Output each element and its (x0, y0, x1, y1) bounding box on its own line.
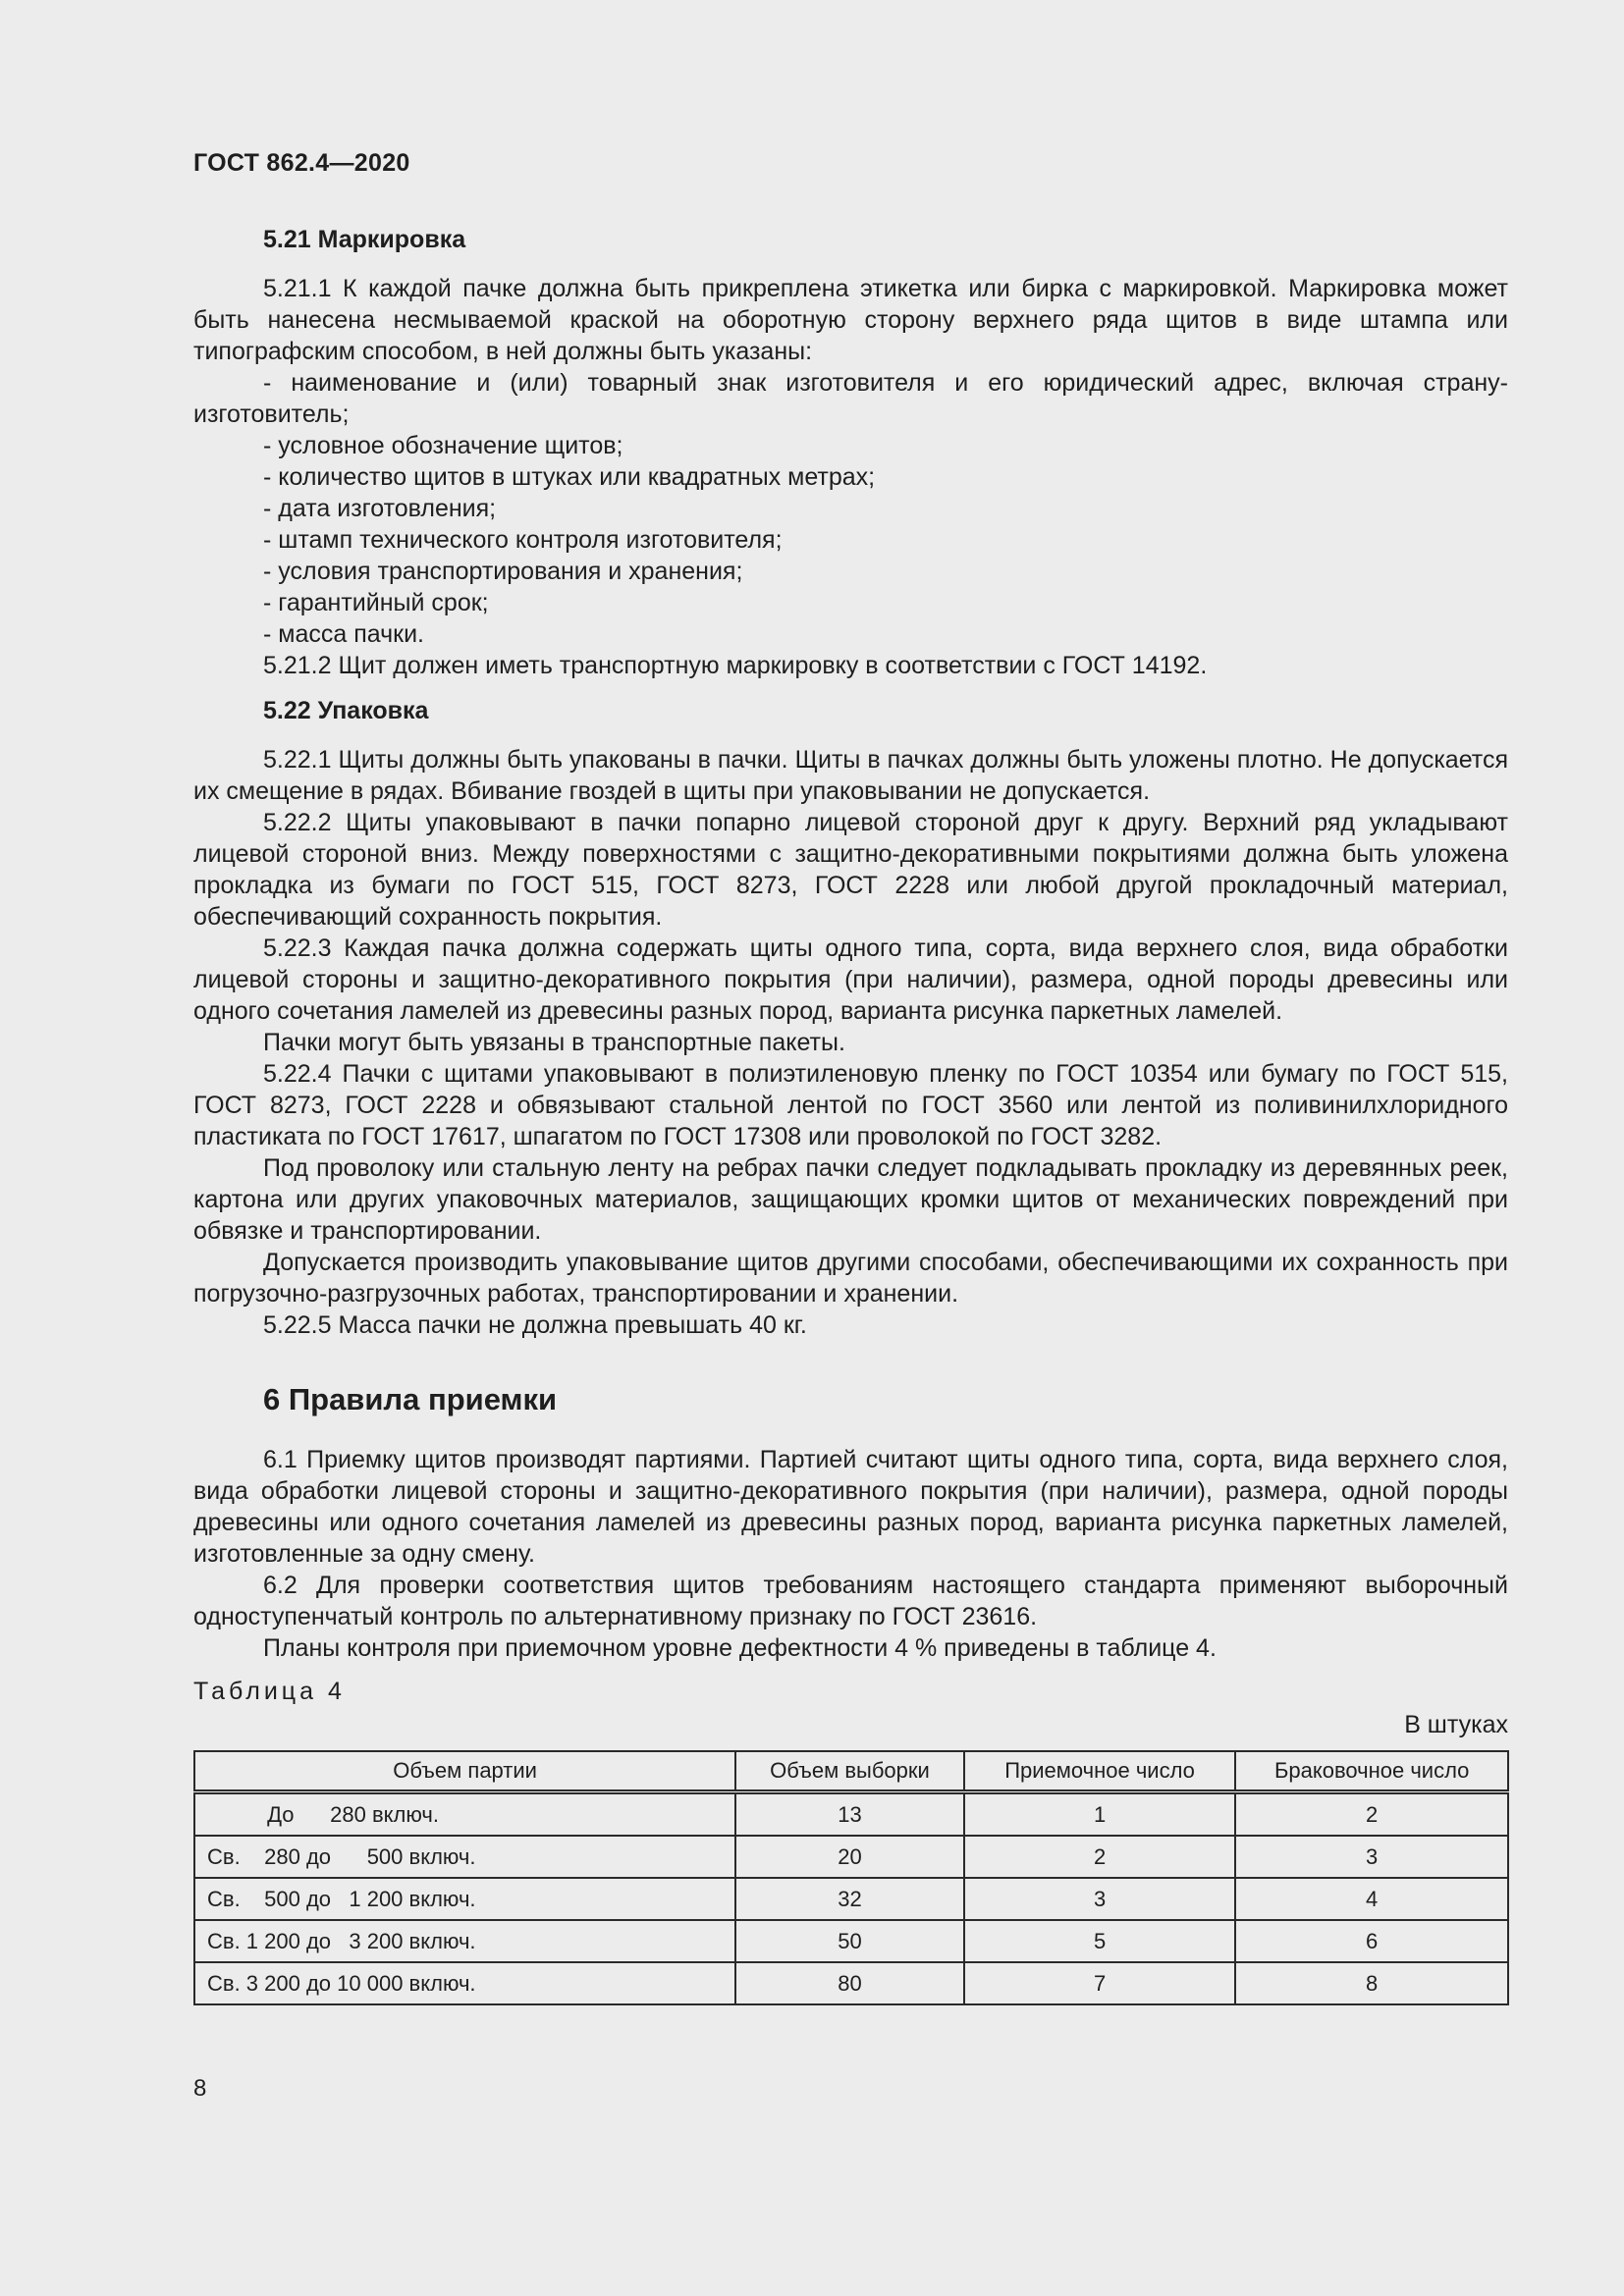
sample-size-cell: 80 (735, 1962, 964, 2004)
list-item: - наименование и (или) товарный знак изготовителя и его юридический адрес, включая страну-изготовитель; (193, 369, 1508, 428)
table-row (194, 1792, 1508, 1837)
sample-size-cell: 20 (735, 1836, 964, 1878)
lot-size-cell: Св. 500 до 1 200 включ. (194, 1878, 735, 1920)
sampling-table (193, 1750, 1509, 2005)
list-item: - масса пачки. (263, 620, 424, 648)
rejection-number-cell: 4 (1235, 1878, 1508, 1920)
paragraph-5-22-2: 5.22.2 Щиты упаковывают в пачки попарно лицевой стороной друг к другу. Верхний ряд укладывают лицевой стороной вниз. Между поверхностями с защитно-декоративными покрытиями должна быть уложена прокладка из бумаги по ГОСТ 515, ГОСТ 8273, ГОСТ 2228 или любой другой прокладочный материал, обеспечивающий сохранность покрытия. (193, 809, 1508, 931)
paragraph-control-plans: Планы контроля при приемочном уровне дефектности 4 % приведены в таблице 4. (263, 1634, 1217, 1662)
section-heading-5-22: 5.22 Упаковка (263, 697, 429, 724)
acceptance-number-cell: 7 (964, 1962, 1236, 2004)
paragraph-6-2: 6.2 Для проверки соответствия щитов требованиям настоящего стандарта применяют выборочный одноступенчатый контроль по альтернативному признаку по ГОСТ 23616. (193, 1572, 1508, 1630)
paragraph-5-22-4: 5.22.4 Пачки с щитами упаковывают в полиэтиленовую пленку по ГОСТ 10354 или бумагу по ГОСТ 515, ГОСТ 8273, ГОСТ 2228 и обвязывают стальной лентой по ГОСТ 3560 или лентой из поливинилхлоридного пластиката по ГОСТ 17617, шпагатом по ГОСТ 17308 или проволокой по ГОСТ 3282. (193, 1060, 1508, 1150)
lot-size-cell: Св. 1 200 до 3 200 включ. (194, 1920, 735, 1962)
header-rejection-number: Браковочное число (1235, 1751, 1508, 1792)
acceptance-number-cell: 2 (964, 1836, 1236, 1878)
table-unit: В штуках (1404, 1711, 1508, 1738)
sample-size-cell: 50 (735, 1920, 964, 1962)
list-item: - условия транспортирования и хранения; (263, 558, 743, 585)
list-item: - гарантийный срок; (263, 589, 489, 616)
paragraph-other-methods: Допускается производить упаковывание щитов другими способами, обеспечивающими их сохранность при погрузочно-разгрузочных работах, транспортировании и хранении. (193, 1249, 1508, 1308)
page-number: 8 (193, 2075, 207, 2102)
paragraph-5-22-1: 5.22.1 Щиты должны быть упакованы в пачки. Щиты в пачках должны быть уложены плотно. Не допускается их смещение в рядах. Вбивание гвоздей в щиты при упаковывании не допускается. (193, 746, 1508, 805)
paragraph-5-21-1: 5.21.1 К каждой пачке должна быть прикреплена этикетка или бирка с маркировкой. Маркировка может быть нанесена несмываемой краской на оборотную сторону верхнего ряда щитов в виде штампа или типографским способом, в ней должны быть указаны: (193, 275, 1508, 365)
table-caption: Таблица 4 (193, 1678, 346, 1705)
sample-size-cell: 32 (735, 1878, 964, 1920)
acceptance-number-cell: 1 (964, 1792, 1236, 1837)
paragraph-5-22-5: 5.22.5 Масса пачки не должна превышать 40 кг. (263, 1311, 807, 1339)
header-lot-size: Объем партии (194, 1751, 735, 1792)
lot-size-cell: Св. 280 до 500 включ. (194, 1836, 735, 1878)
paragraph-5-21-2: 5.21.2 Щит должен иметь транспортную маркировку в соответствии с ГОСТ 14192. (263, 652, 1208, 679)
paragraph-6-1: 6.1 Приемку щитов производят партиями. Партией считают щиты одного типа, сорта, вида верхнего слоя, вида обработки лицевой стороны и защитно-декоративного покрытия (при наличии), размера, одной породы древесины или одного сочетания ламелей из древесины разных пород, варианта рисунка паркетных ламелей, изготовленные за одну смену. (193, 1446, 1508, 1568)
document-header: ГОСТ 862.4—2020 (193, 149, 410, 177)
header-sample-size: Объем выборки (735, 1751, 964, 1792)
sample-size-cell: 13 (735, 1792, 964, 1837)
acceptance-number-cell: 3 (964, 1878, 1236, 1920)
paragraph-5-22-3: 5.22.3 Каждая пачка должна содержать щиты одного типа, сорта, вида верхнего слоя, вида обработки лицевой стороны и защитно-декоративного покрытия (при наличии), размера, одной породы древесины или одного сочетания ламелей из древесины разных пород, варианта рисунка паркетных ламелей. (193, 934, 1508, 1025)
table-row (194, 1878, 1508, 1920)
table-row (194, 1836, 1508, 1878)
rejection-number-cell: 8 (1235, 1962, 1508, 2004)
list-item: - дата изготовления; (263, 495, 497, 522)
table-header-row (194, 1751, 1508, 1792)
acceptance-number-cell: 5 (964, 1920, 1236, 1962)
rejection-number-cell: 6 (1235, 1920, 1508, 1962)
paragraph-wire-padding: Под проволоку или стальную ленту на ребрах пачки следует подкладывать прокладку из деревянных реек, картона или других упаковочных материалов, защищающих кромки щитов от механических повреждений при обвязке и транспортировании. (193, 1154, 1508, 1245)
list-item: - штамп технического контроля изготовителя; (263, 526, 783, 554)
header-acceptance-number: Приемочное число (964, 1751, 1236, 1792)
paragraph-packs-bundled: Пачки могут быть увязаны в транспортные пакеты. (263, 1029, 845, 1056)
table-row (194, 1962, 1508, 2004)
list-item: - условное обозначение щитов; (263, 432, 623, 459)
table-row (194, 1920, 1508, 1962)
section-heading-6: 6 Правила приемки (263, 1382, 558, 1416)
list-item: - количество щитов в штуках или квадратных метрах; (263, 463, 876, 491)
document-body (193, 224, 1508, 2005)
rejection-number-cell: 3 (1235, 1836, 1508, 1878)
lot-size-cell: До 280 включ. (194, 1792, 735, 1837)
rejection-number-cell: 2 (1235, 1792, 1508, 1837)
section-heading-5-21: 5.21 Маркировка (263, 226, 466, 253)
lot-size-cell: Св. 3 200 до 10 000 включ. (194, 1962, 735, 2004)
